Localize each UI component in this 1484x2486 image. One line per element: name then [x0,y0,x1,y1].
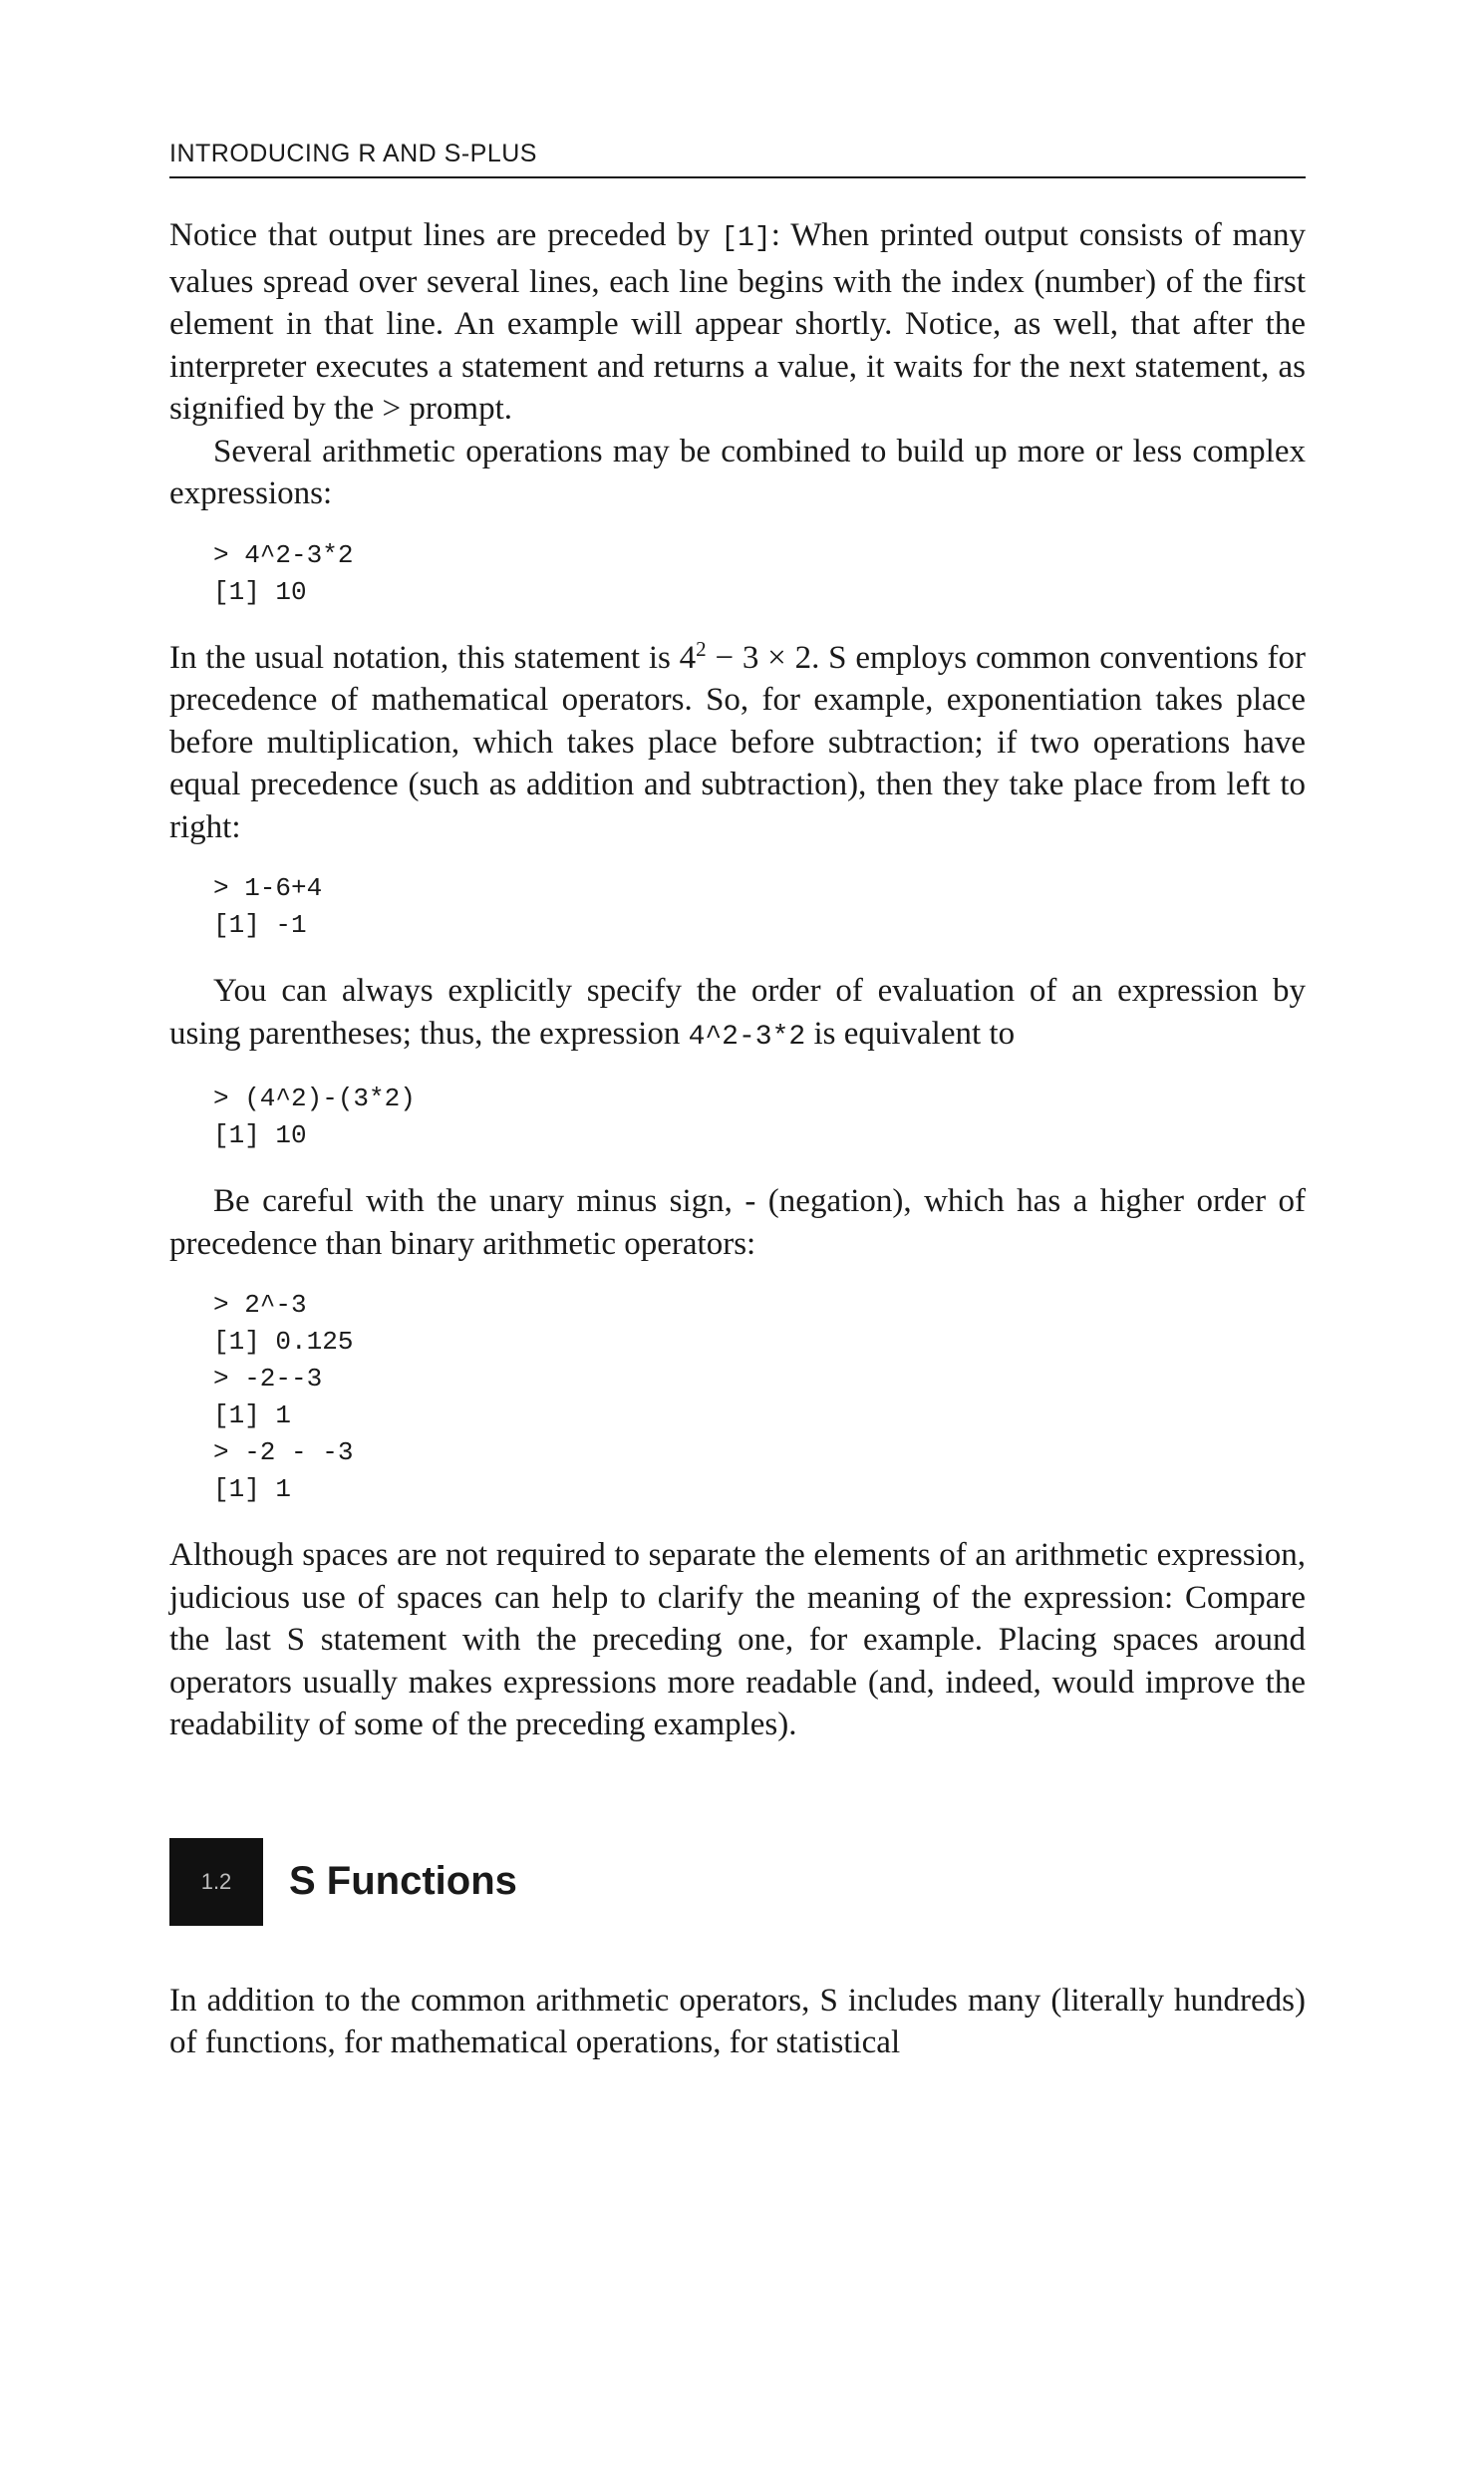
code-block-3 [213,1081,1306,1154]
code-line: [1] 10 [213,1120,307,1150]
code-line: [1] 1 [213,1474,292,1504]
inline-code: [1] [721,223,771,254]
code-line: [1] 0.125 [213,1327,354,1357]
paragraph-output-lines: Notice that output lines are preceded by [1]: When printed output consists of many values spread over several lines, each line begins with the index (number) of the first element in that line. An example will appear shortly. Notice, as well, that after the interpreter executes a statement and returns a value, it waits for the next statement, as signified by the > prompt. [169,217,1306,427]
section-heading [169,1838,1306,1926]
paragraph-parentheses: You can always explicitly specify the order of evaluation of an expression by using parentheses; thus, the expression 4^2-3*2 is equivalent to [169,973,1306,1053]
code-block-4 [213,1287,1306,1508]
paragraph-spaces: Although spaces are not required to separate the elements of an arithmetic expression, judicious use of spaces can help to clarify the meaning of the expression: Compare the last S statement with the preceding one, for example. Placing spaces around operators usually makes expressions more readable (and, indeed, would improve the readability of some of the preceding examples). [169,1537,1306,1742]
section-title: S Functions [289,1859,517,1903]
paragraph-functions: In addition to the common arithmetic operators, S includes many (literally hundreds) of functions, for mathematical operations, for statistical [169,1982,1306,2060]
paragraph-precedence: In the usual notation, this statement is $4^2 - 3 \times 2$. S employs common conventions for precedence of mathematical operators. So, for example, exponentiation takes place before multiplication, which takes place before subtraction; if two operations have equal precedence (such as addition and subtraction), then they take place from left to right: [169,636,1306,845]
code-line: > -2--3 [213,1364,323,1394]
code-line: [1] -1 [213,910,307,940]
paragraph-arithmetic: Several arithmetic operations may be combined to build up more or less complex expressions: [169,433,1306,511]
running-head: INTRODUCING R AND S-PLUS [169,140,1306,178]
code-block-1 [213,537,1306,611]
code-block-2 [213,870,1306,944]
code-line: [1] 1 [213,1400,292,1430]
code-line: > 1-6+4 [213,873,323,903]
code-line: > 2^-3 [213,1290,307,1320]
inline-code: 4^2-3*2 [688,1021,806,1053]
superscript: 2 [696,636,707,661]
code-line: [1] 10 [213,576,307,607]
paragraph-unary-minus: Be careful with the unary minus sign, - (negation), which has a higher order of precedence than binary arithmetic operators: [169,1183,1306,1262]
code-line: > 4^2-3*2 [213,539,354,570]
code-line: > (4^2)-(3*2) [213,1084,416,1113]
section-number-box: 1.2 [169,1838,263,1926]
book-page [169,140,1306,2064]
code-line: > -2 - -3 [213,1437,354,1467]
